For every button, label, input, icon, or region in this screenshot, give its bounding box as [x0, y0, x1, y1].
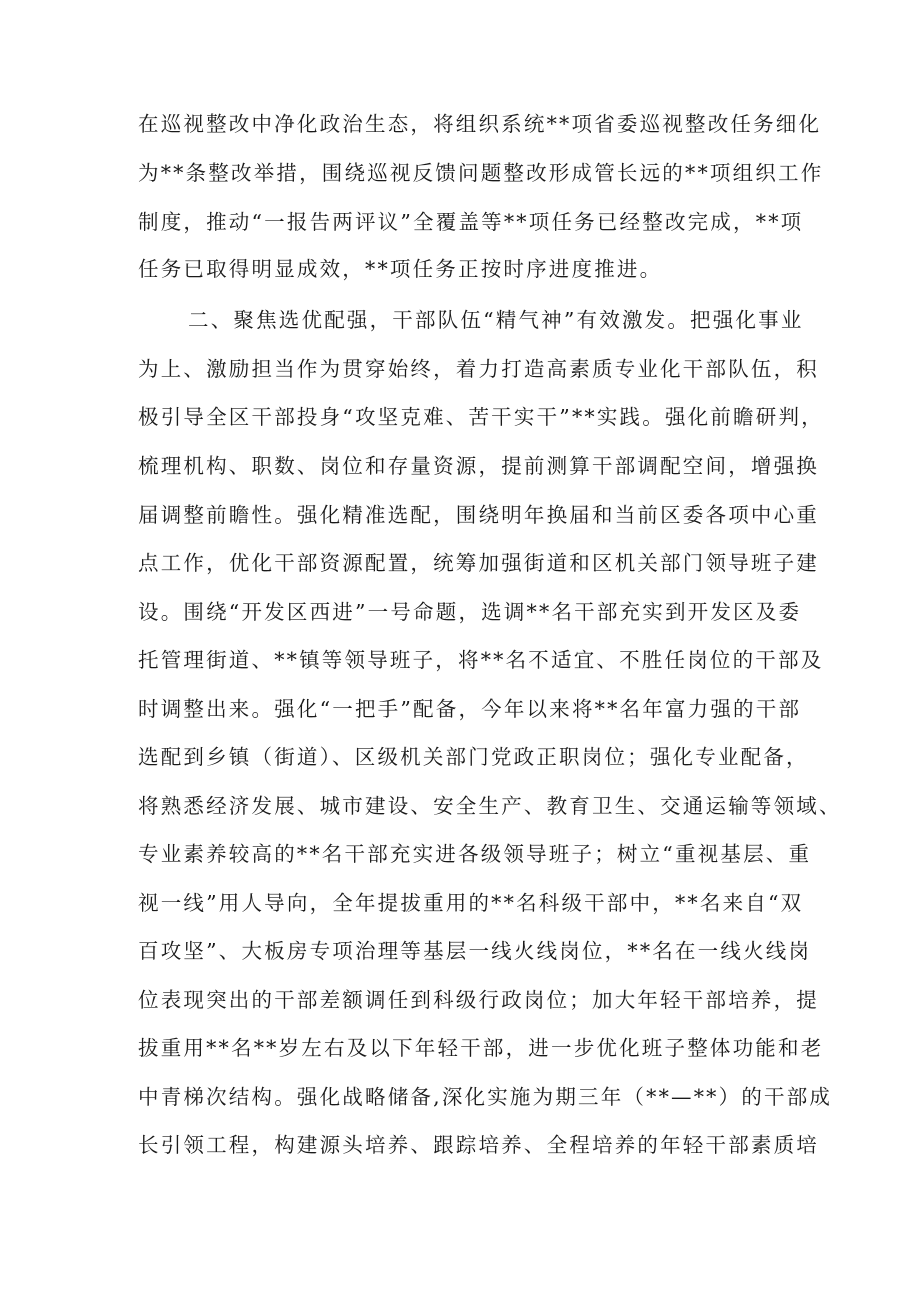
text-line: 梳理机构、职数、岗位和存量资源，提前测算干部调配空间，增强换: [138, 454, 819, 478]
text-line: 为**条整改举措，围绕巡视反馈问题整改形成管长远的**项组织工作: [138, 161, 824, 185]
text-line: 专业素养较高的**名干部充实进各级领导班子；树立“重视基层、重: [138, 842, 812, 866]
text-line: 点工作，优化干部资源配置，统筹加强街道和区机关部门领导班子建: [138, 551, 819, 575]
text-line: 长引领工程，构建源头培养、跟踪培养、全程培养的年轻干部素质培: [138, 1133, 819, 1157]
text-line: 在巡视整改中净化政治生态，将组织系统**项省委巡视整改任务细化: [138, 112, 822, 136]
text-line: 百攻坚”、大板房专项治理等基层一线火线岗位，**名在一线火线岗: [138, 939, 812, 963]
text-line: 任务已取得明显成效，**项任务正按时序进度推进。: [138, 257, 663, 281]
text-line: 届调整前瞻性。强化精准选配，围绕明年换届和当前区委各项中心重: [138, 503, 819, 527]
text-line: 为上、激励担当作为贯穿始终，着力打造高素质专业化干部队伍，积: [138, 357, 819, 381]
text-line: 选配到乡镇（街道）、区级机关部门党政正职岗位；强化专业配备，: [138, 745, 809, 769]
section-heading-line: 二、聚焦选优配强，干部队伍“精气神”有效激发。把强化事业: [188, 308, 804, 332]
text-line: 视一线”用人导向，全年提拔重用的**名科级干部中，**名来自“双: [138, 891, 804, 915]
text-line: 极引导全区干部投身“攻坚克难、苦干实干”**实践。强化前瞻研判，: [138, 405, 824, 429]
text-line: 托管理街道、**镇等领导班子，将**名不适宜、不胜任岗位的干部及: [138, 648, 824, 672]
text-line: 拔重用**名**岁左右及以下年轻干部，进一步优化班子整体功能和老: [138, 1036, 824, 1060]
text-line: 设。围绕“开发区西进”一号命题，选调**名干部充实到开发区及委: [138, 600, 802, 624]
text-line: 时调整出来。强化“一把手”配备，今年以来将**名年富力强的干部: [138, 697, 802, 721]
text-line: 制度，推动“一报告两评议”全覆盖等**项任务已经整改完成，**项: [138, 210, 804, 234]
text-line: 中青梯次结构。强化战略储备,深化实施为期三年（**—**）的干部成: [138, 1085, 833, 1109]
text-line: 位表现突出的干部差额调任到科级行政岗位；加大年轻干部培养，提: [138, 988, 819, 1012]
text-line: 将熟悉经济发展、城市建设、安全生产、教育卫生、交通运输等领域、: [138, 794, 842, 818]
